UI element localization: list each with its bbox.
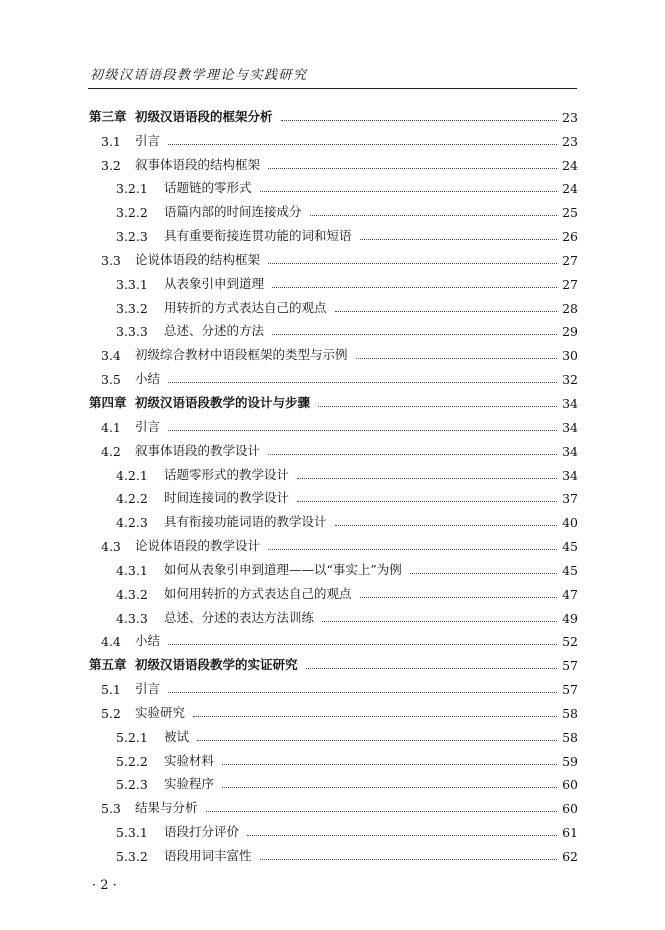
toc-entry[interactable]	[89, 363, 578, 387]
toc-entry-page: 57	[562, 658, 578, 674]
toc-entry-page: 57	[562, 682, 578, 698]
toc-entry[interactable]	[89, 387, 578, 411]
dot-leader	[410, 573, 557, 574]
toc-entry[interactable]	[89, 483, 578, 507]
toc-entry-page: 59	[562, 753, 578, 769]
toc-entry[interactable]	[89, 530, 578, 554]
toc-entry-number: 5.3	[101, 801, 121, 817]
header-rule	[88, 88, 577, 89]
table-of-contents	[89, 101, 578, 864]
toc-entry-number: 4.2.2	[116, 491, 148, 507]
toc-entry-title: 总述、分述的表达方法训练	[164, 609, 315, 625]
toc-entry-page: 25	[562, 205, 578, 221]
dot-leader	[356, 358, 558, 359]
toc-entry[interactable]	[89, 339, 578, 363]
dot-leader	[247, 835, 557, 836]
toc-entry-number: 4.3.2	[116, 586, 148, 602]
toc-entry-page: 45	[562, 539, 578, 555]
toc-entry-title: 话题零形式的教学设计	[164, 466, 290, 482]
toc-entry[interactable]	[89, 196, 578, 220]
dot-leader	[310, 215, 558, 216]
toc-entry-number: 5.2	[101, 705, 121, 721]
toc-entry-number: 4.2.1	[116, 467, 148, 483]
toc-entry[interactable]	[89, 292, 578, 316]
toc-entry-title: 如何用转折的方式表达自己的观点	[164, 585, 352, 601]
toc-entry-page: 40	[562, 515, 578, 531]
toc-entry-page: 58	[562, 705, 578, 721]
toc-entry-page: 45	[562, 562, 578, 578]
toc-entry-title: 语篇内部的时间连接成分	[164, 204, 302, 220]
toc-entry-number: 3.2.1	[116, 181, 148, 197]
toc-entry-number: 3.3.2	[116, 300, 148, 316]
toc-entry-page: 52	[562, 634, 578, 650]
dot-leader	[306, 668, 558, 669]
toc-entry-title: 论说体语段的教学设计	[135, 538, 261, 554]
toc-entry-page: 49	[562, 610, 578, 626]
toc-entry-page: 60	[562, 801, 578, 817]
dot-leader	[197, 740, 557, 741]
toc-entry-number: 5.1	[101, 682, 121, 698]
toc-entry[interactable]	[89, 792, 578, 816]
toc-entry[interactable]	[89, 673, 578, 697]
toc-entry-page: 34	[562, 467, 578, 483]
toc-entry-title: 如何从表象引申到道理——以“事实上”为例	[164, 561, 402, 577]
toc-entry-number: 5.2.1	[116, 729, 148, 745]
toc-entry-title: 实验研究	[135, 704, 186, 720]
toc-entry[interactable]	[89, 721, 578, 745]
toc-entry-page: 24	[562, 181, 578, 197]
toc-entry-page: 37	[562, 491, 578, 507]
toc-entry-number: 3.5	[101, 372, 121, 388]
dot-leader	[222, 787, 557, 788]
dot-leader	[335, 525, 558, 526]
toc-entry-page: 28	[562, 300, 578, 316]
toc-entry-number: 3.4	[101, 348, 121, 364]
toc-entry-number: 5.3.1	[116, 825, 148, 841]
toc-entry-number: 4.2	[101, 443, 121, 459]
toc-entry-page: 30	[562, 348, 578, 364]
toc-entry-number: 5.2.2	[116, 753, 148, 769]
toc-entry-number: 4.1	[101, 419, 121, 435]
dot-leader	[168, 144, 557, 145]
toc-entry[interactable]	[89, 840, 578, 864]
dot-leader	[297, 501, 557, 502]
toc-entry[interactable]	[89, 506, 578, 530]
toc-entry[interactable]	[89, 435, 578, 459]
toc-entry-title: 小结	[135, 371, 161, 387]
toc-entry-title: 结果与分析	[135, 800, 198, 816]
dot-leader	[360, 239, 558, 240]
dot-leader	[168, 430, 557, 431]
toc-entry[interactable]	[89, 649, 578, 673]
toc-entry-page: 23	[562, 109, 578, 125]
toc-entry-number: 3.2	[101, 157, 121, 173]
toc-entry-title: 总述、分述的方法	[164, 323, 265, 339]
toc-entry[interactable]	[89, 602, 578, 626]
toc-entry-number: 第五章	[89, 657, 127, 673]
dot-leader	[360, 597, 558, 598]
toc-entry[interactable]	[89, 697, 578, 721]
dot-leader	[260, 191, 558, 192]
toc-entry[interactable]	[89, 149, 578, 173]
toc-entry[interactable]	[89, 125, 578, 149]
toc-entry-page: 27	[562, 276, 578, 292]
toc-entry-title: 语段用词丰富性	[164, 848, 252, 863]
toc-entry-page: 61	[562, 825, 578, 841]
toc-entry[interactable]	[89, 244, 578, 268]
toc-entry-title: 叙事体语段的教学设计	[135, 442, 261, 458]
toc-entry-page: 26	[562, 229, 578, 245]
dot-leader	[281, 120, 558, 121]
toc-entry[interactable]	[89, 769, 578, 793]
toc-entry[interactable]	[89, 816, 578, 840]
toc-entry-title: 初级综合教材中语段框架的类型与示例	[135, 347, 348, 363]
toc-entry-title: 被试	[164, 728, 190, 744]
toc-entry-title: 引言	[135, 681, 161, 697]
toc-entry[interactable]	[89, 626, 578, 650]
page-number: · 2 ·	[92, 878, 117, 893]
toc-entry-title: 叙事体语段的结构框架	[135, 156, 261, 172]
toc-entry-number: 4.4	[101, 634, 121, 650]
toc-entry[interactable]	[89, 268, 578, 292]
toc-entry-number: 第三章	[89, 108, 127, 124]
toc-entry[interactable]	[89, 316, 578, 340]
toc-entry[interactable]	[89, 578, 578, 602]
toc-entry[interactable]	[89, 745, 578, 769]
toc-entry-title: 论说体语段的结构框架	[135, 251, 261, 267]
toc-entry-title: 初级汉语语段教学的实证研究	[135, 657, 298, 673]
toc-entry-number: 5.2.3	[116, 777, 148, 793]
dot-leader	[206, 811, 558, 812]
toc-entry-number: 3.1	[101, 133, 121, 149]
toc-entry-title: 初级汉语语段的框架分析	[135, 108, 273, 124]
dot-leader	[168, 644, 557, 645]
running-head-title: 初级汉语语段教学理论与实践研究	[90, 68, 308, 83]
toc-entry-number: 4.3	[101, 539, 121, 555]
toc-entry-number: 3.3.1	[116, 276, 148, 292]
toc-entry-number: 3.2.3	[116, 229, 148, 245]
toc-entry-title: 引言	[135, 132, 161, 148]
toc-entry-number: 3.3	[101, 252, 121, 268]
toc-entry-title: 从表象引申到道理	[164, 275, 265, 291]
toc-entry-page: 60	[562, 777, 578, 793]
dot-leader	[272, 287, 557, 288]
toc-entry-page: 47	[562, 586, 578, 602]
toc-entry-number: 4.3.3	[116, 610, 148, 626]
toc-entry[interactable]	[89, 554, 578, 578]
dot-leader	[168, 692, 557, 693]
toc-entry-title: 用转折的方式表达自己的观点	[164, 299, 327, 315]
toc-entry-title: 语段打分评价	[164, 824, 240, 840]
toc-entry-page: 23	[562, 133, 578, 149]
dot-leader	[168, 382, 557, 383]
dot-leader	[272, 334, 557, 335]
toc-entry[interactable]	[89, 459, 578, 483]
toc-entry-number: 第四章	[89, 394, 127, 410]
toc-entry-title: 小结	[135, 633, 161, 649]
toc-entry-page: 34	[562, 419, 578, 435]
toc-entry-page: 27	[562, 252, 578, 268]
dot-leader	[268, 263, 557, 264]
toc-entry-page: 58	[562, 729, 578, 745]
toc-entry[interactable]	[89, 411, 578, 435]
dot-leader	[268, 168, 557, 169]
toc-entry-page: 24	[562, 157, 578, 173]
toc-entry[interactable]	[89, 173, 578, 197]
toc-entry-title: 实验程序	[164, 776, 215, 792]
dot-leader	[318, 406, 557, 407]
toc-entry-page: 62	[562, 849, 578, 864]
toc-entry-number: 4.2.3	[116, 515, 148, 531]
toc-entry[interactable]	[89, 220, 578, 244]
toc-entry-page: 34	[562, 443, 578, 459]
toc-entry-page: 32	[562, 372, 578, 388]
toc-entry[interactable]	[89, 101, 578, 125]
toc-entry-title: 具有衔接功能词语的教学设计	[164, 514, 327, 530]
toc-entry-title: 引言	[135, 418, 161, 434]
dot-leader	[322, 621, 557, 622]
toc-entry-number: 3.3.3	[116, 324, 148, 340]
dot-leader	[335, 311, 558, 312]
toc-entry-page: 34	[562, 395, 578, 411]
dot-leader	[260, 859, 558, 860]
toc-entry-title: 话题链的零形式	[164, 180, 252, 196]
dot-leader	[268, 454, 557, 455]
toc-entry-title: 实验材料	[164, 752, 215, 768]
dot-leader	[193, 716, 557, 717]
toc-entry-number: 5.3.2	[116, 849, 148, 864]
dot-leader	[297, 478, 557, 479]
dot-leader	[222, 764, 557, 765]
toc-entry-number: 4.3.1	[116, 562, 148, 578]
toc-entry-title: 具有重要衔接连贯功能的词和短语	[164, 228, 352, 244]
toc-entry-title: 时间连接词的教学设计	[164, 490, 290, 506]
toc-entry-page: 29	[562, 324, 578, 340]
dot-leader	[268, 549, 557, 550]
toc-entry-number: 3.2.2	[116, 205, 148, 221]
toc-entry-title: 初级汉语语段教学的设计与步骤	[135, 394, 311, 410]
